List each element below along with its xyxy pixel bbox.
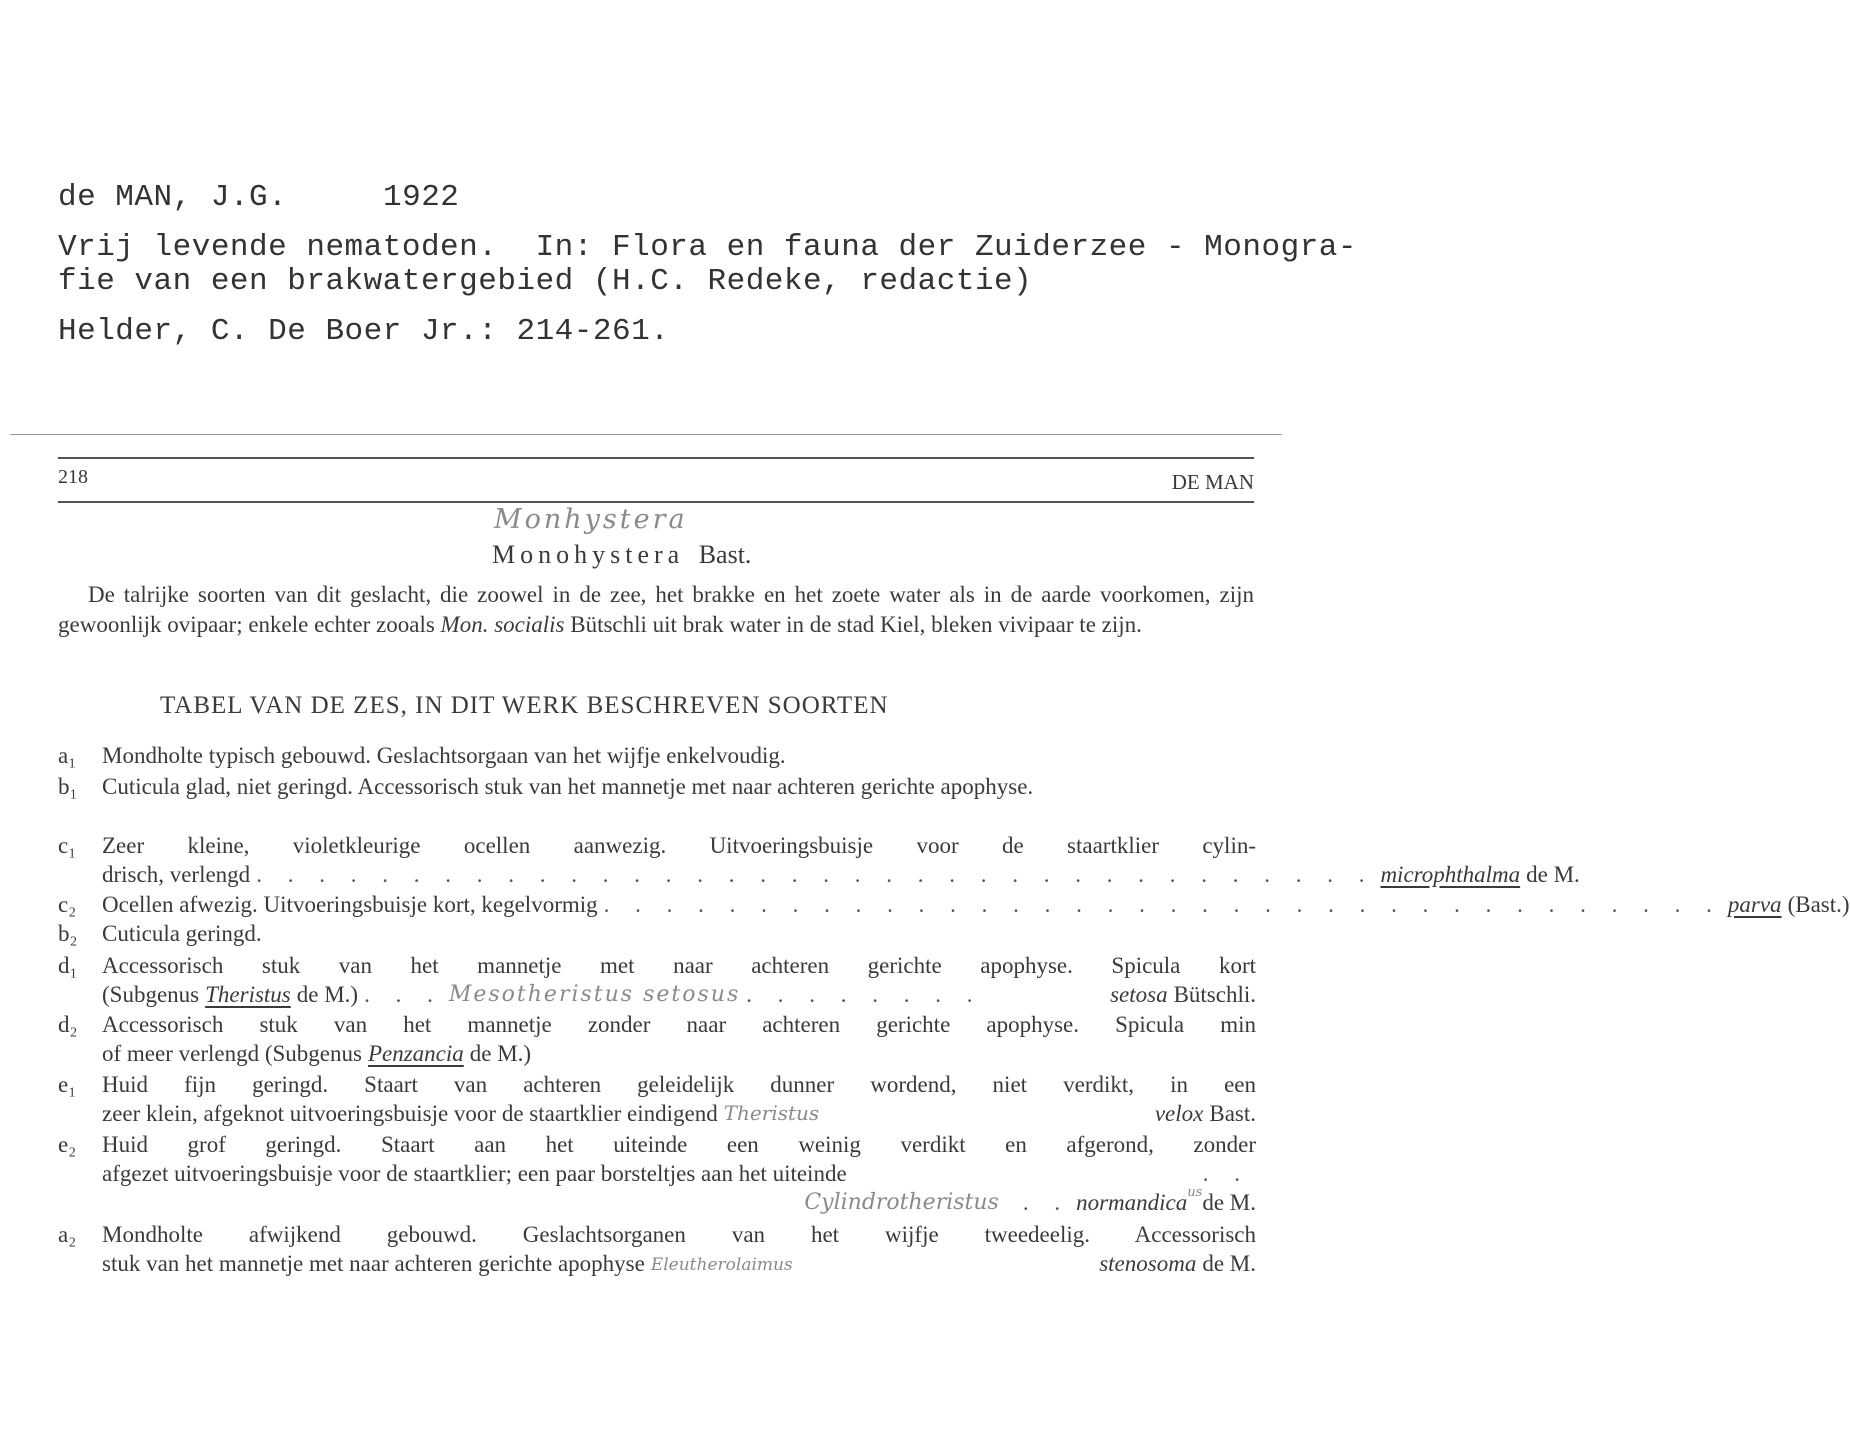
key-line: Accessorisch stuk van het mannetje met naar achteren gerichte apophyse. Spicula kort	[102, 953, 1256, 978]
species-name: parva	[1727, 892, 1782, 917]
species-author: de M.	[1202, 1251, 1256, 1276]
species-name: velox	[1154, 1101, 1204, 1126]
key-row-b2	[58, 919, 1256, 948]
key-text	[102, 1185, 1256, 1217]
header-rule-bottom	[58, 501, 1254, 503]
key-text	[102, 831, 1580, 889]
key-text	[102, 1070, 1256, 1128]
key-table-heading: TABEL VAN DE ZES, IN DIT WERK BESCHREVEN SOORTEN	[160, 692, 889, 719]
intro-paragraph	[58, 580, 1254, 640]
leader-dots: . .	[1022, 1190, 1071, 1215]
species-name: normandica	[1076, 1190, 1188, 1215]
key-label: e₂	[58, 1132, 77, 1157]
citation-title-line1: Vrij levende nematoden. In: Flora en fauna der Zuiderzee - Monogra-	[58, 230, 1358, 265]
key-label: c₁	[58, 833, 77, 858]
citation-author: de MAN, J.G.	[58, 180, 288, 215]
key-label: b₁	[58, 774, 78, 799]
species-name: stenosoma	[1099, 1251, 1197, 1276]
key-text: Mondholte typisch gebouwd. Geslachtsorgaan van het wijfje enkelvoudig.	[102, 743, 786, 768]
key-row-e2	[58, 1130, 1256, 1188]
species-name: microphthalma	[1380, 862, 1521, 887]
leader-dots: . . . . . . . . . . . . . . . . . . . . . . . . . . . . . . . . . . . .	[603, 892, 1722, 917]
leader-dots: . . .	[364, 982, 443, 1007]
key-line-text: zeer klein, afgeknot uitvoeringsbuisje voor de staartklier eindigend	[102, 1101, 718, 1126]
key-line: Mondholte afwijkend gebouwd. Geslachtsorganen van het wijfje tweedeelig. Accessorisch	[102, 1222, 1256, 1247]
key-line-text: stuk van het mannetje met naar achteren gerichte apophyse	[102, 1251, 645, 1276]
species-author: (Bast.)	[1787, 892, 1850, 917]
subgenus-prefix: of meer verlengd (Subgenus	[102, 1041, 362, 1066]
key-line: Huid fijn geringd. Staart van achteren geleidelijk dunner wordend, niet verdikt, in een	[102, 1072, 1256, 1097]
key-line	[102, 860, 1580, 889]
species-name: setosa	[1110, 982, 1168, 1007]
handwritten-annotation: Cylindrotheristus	[804, 1190, 999, 1215]
key-line: Zeer kleine, violetkleurige ocellen aanwezig. Uitvoeringsbuisje voor de staartklier cylin-	[102, 833, 1256, 858]
key-text: Cuticula glad, niet geringd. Accessorisch stuk van het mannetje met naar achteren gerichte apophyse.	[102, 774, 1034, 799]
key-row-a2	[58, 1220, 1256, 1278]
header-rule-top	[58, 457, 1254, 459]
citation-title-line2: fie van een brakwatergebied (H.C. Redeke, redactie)	[58, 264, 1033, 299]
key-row-e2-species	[58, 1185, 1256, 1218]
intro-text-2: Bütschli uit brak water in de stad Kiel, bleken vivipaar te zijn.	[570, 612, 1142, 637]
subgenus-name: Theristus	[205, 982, 291, 1007]
citation-publisher: Helder, C. De Boer Jr.: 214-261.	[58, 314, 670, 349]
key-label: a₂	[58, 1222, 77, 1247]
key-line: Huid grof geringd. Staart aan het uiteinde een weinig verdikt en afgerond, zonder	[102, 1132, 1256, 1157]
genus-heading	[492, 540, 751, 570]
key-row-d2	[58, 1010, 1256, 1068]
genus-authority: Bast.	[698, 540, 752, 569]
key-label: d₂	[58, 1012, 78, 1037]
subgenus-name: Penzancia	[367, 1041, 464, 1066]
key-label: a₁	[58, 743, 77, 768]
species-author: de M.	[1202, 1190, 1256, 1215]
key-line	[102, 1159, 1256, 1188]
subgenus-author: de M.)	[296, 982, 359, 1007]
handwritten-genus-annotation: Monhystera	[494, 504, 688, 535]
key-row-c1	[58, 831, 1580, 889]
handwritten-suffix: us	[1187, 1185, 1203, 1200]
species-author: Bast.	[1209, 1101, 1256, 1126]
clipping-edge	[10, 434, 1282, 435]
handwritten-annotation: Mesotheristus setosus	[448, 982, 741, 1007]
key-text	[102, 1010, 1256, 1068]
key-row-d1	[58, 951, 1256, 1009]
key-text	[102, 890, 1850, 919]
page-number: 218	[58, 466, 88, 488]
key-line-text: Ocellen afwezig. Uitvoeringsbuisje kort, kegelvormig	[102, 892, 598, 917]
species-author: de M.	[1526, 862, 1580, 887]
key-text	[102, 951, 1256, 1009]
key-row-b1	[58, 772, 1256, 830]
key-line	[102, 1249, 1256, 1278]
intro-text-1: De talrijke soorten van dit geslacht, die zoowel in de zee, het brakke en het zoete water als in de aarde voorkomen, zijn gewoonlijk ovipaar; enkele echter zooals	[58, 582, 1254, 637]
key-text	[102, 1220, 1256, 1278]
key-label: d₁	[58, 953, 78, 978]
running-head: DE MAN	[1171, 470, 1254, 494]
key-label: b₂	[58, 921, 78, 946]
key-line-text: drisch, verlengd	[102, 862, 251, 887]
key-row-e1	[58, 1070, 1256, 1128]
key-text	[102, 1130, 1256, 1188]
key-line	[102, 980, 1256, 1009]
subgenus-prefix: (Subgenus	[102, 982, 200, 1007]
genus-name: Monohystera	[492, 540, 685, 569]
key-label: e₁	[58, 1072, 77, 1097]
key-line	[102, 1039, 1256, 1068]
handwritten-annotation: Eleutherolaimus	[650, 1255, 793, 1275]
key-line	[102, 1099, 1256, 1128]
handwritten-annotation: Theristus	[723, 1101, 820, 1125]
key-text: Cuticula geringd.	[102, 921, 262, 946]
leader-dots: . . . . . . . .	[746, 982, 983, 1007]
key-line-text: afgezet uitvoeringsbuisje voor de staartklier; een paar borsteltjes aan het uiteinde	[102, 1161, 847, 1186]
key-label: c₂	[58, 892, 77, 917]
leader-dots: . . . . . . . . . . . . . . . . . . . . . . . . . . . . . . . . . . . .	[256, 862, 1375, 887]
key-line: Accessorisch stuk van het mannetje zonder naar achteren gerichte apophyse. Spicula min	[102, 1012, 1256, 1037]
subgenus-author: de M.)	[469, 1041, 532, 1066]
citation-year: 1922	[383, 180, 460, 215]
intro-species: Mon. socialis	[440, 612, 565, 637]
species-author: Bütschli.	[1173, 982, 1256, 1007]
key-row-a1	[58, 741, 1256, 770]
leader-dots: . .	[1202, 1161, 1250, 1186]
key-row-c2	[58, 890, 1850, 919]
